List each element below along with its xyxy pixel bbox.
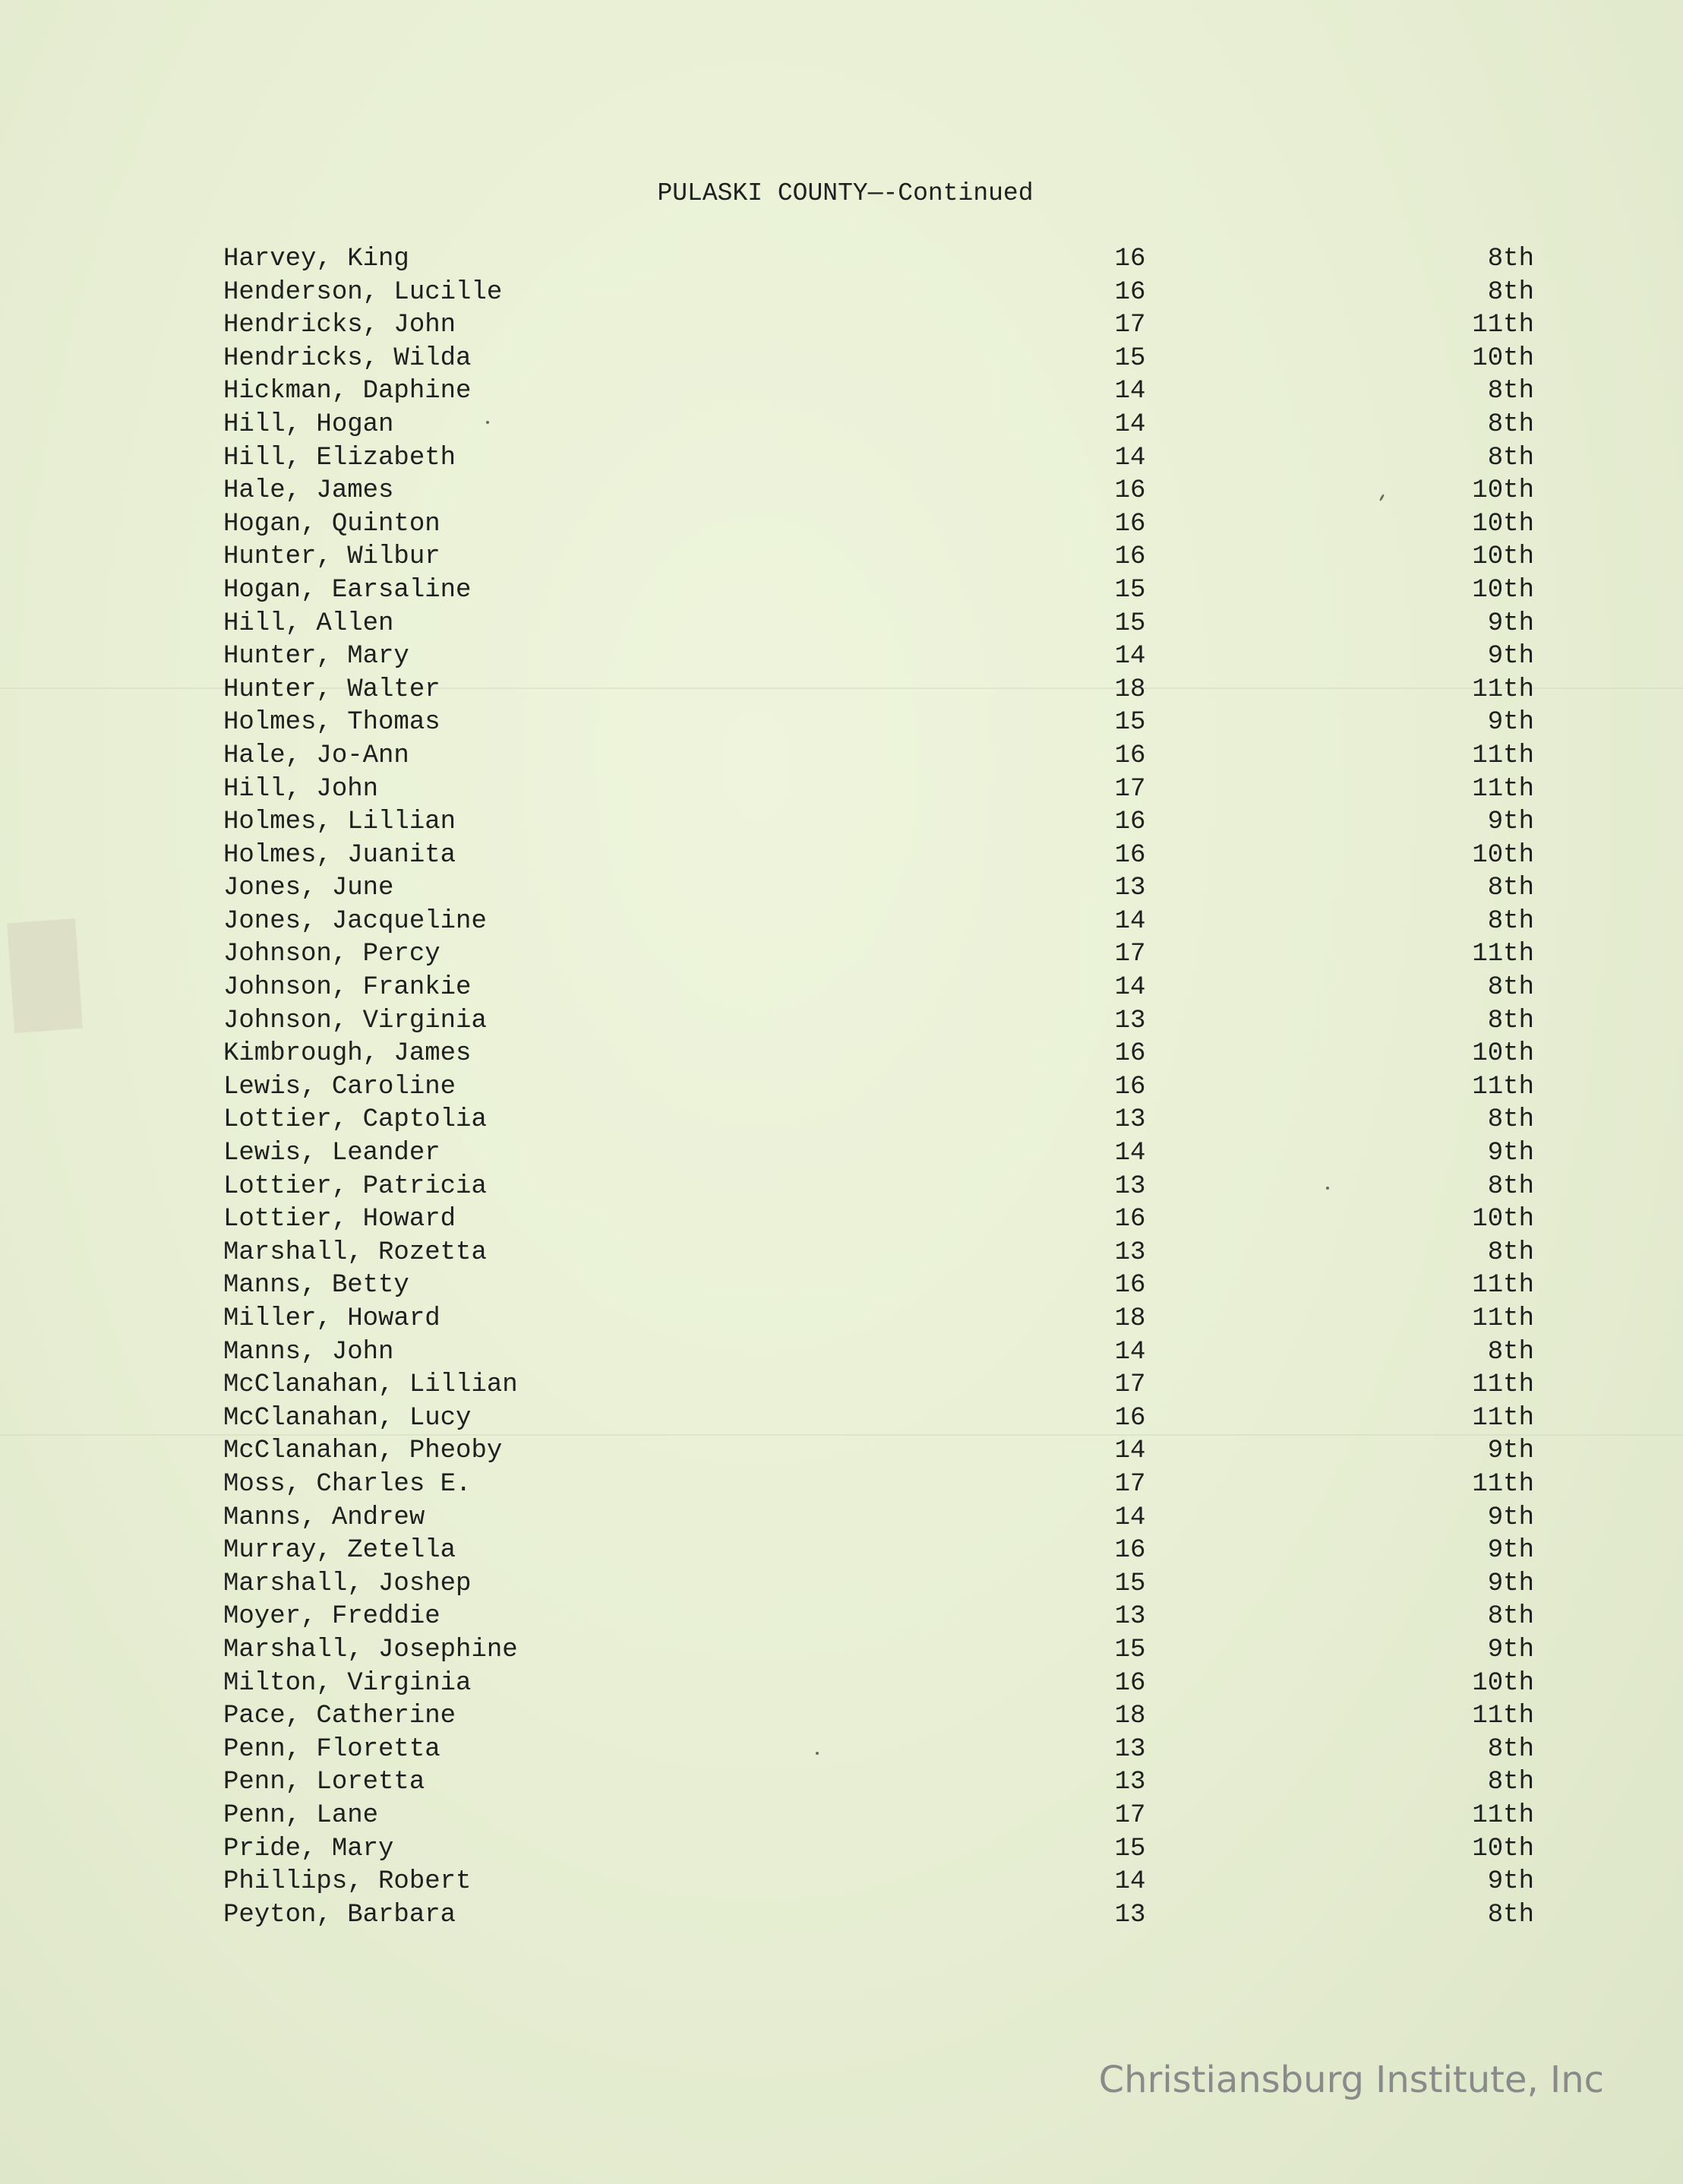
table-row — [220, 1203, 1534, 1237]
table-row — [220, 1171, 1534, 1204]
student-name: Hendricks, Wilda — [223, 343, 472, 373]
student-name: Phillips, Robert — [223, 1867, 472, 1897]
table-row — [220, 972, 1534, 1005]
table-row — [220, 1071, 1534, 1105]
table-row — [220, 1502, 1534, 1535]
student-age: 13 — [1114, 874, 1146, 903]
student-age: 16 — [1114, 509, 1146, 539]
student-age: 13 — [1114, 1105, 1146, 1135]
student-age: 15 — [1114, 1635, 1146, 1664]
student-grade: 10th — [1472, 542, 1534, 572]
student-age: 13 — [1114, 1900, 1146, 1930]
student-name: McClanahan, Pheoby — [223, 1437, 503, 1466]
student-grade: 11th — [1472, 940, 1534, 969]
student-grade: 10th — [1472, 1205, 1534, 1234]
student-name: Peyton, Barbara — [223, 1900, 456, 1930]
paper-speck — [816, 1752, 819, 1755]
table-row — [220, 574, 1534, 608]
student-age: 16 — [1114, 476, 1146, 506]
table-row — [220, 442, 1534, 476]
student-name: Marshall, Josephine — [223, 1635, 518, 1664]
student-grade: 10th — [1472, 1834, 1534, 1863]
student-age: 15 — [1114, 708, 1146, 738]
paper-speck — [1326, 1187, 1329, 1190]
student-grade: 11th — [1472, 675, 1534, 704]
student-name: Moyer, Freddie — [223, 1602, 440, 1632]
student-age: 17 — [1114, 311, 1146, 340]
student-name: Hunter, Wilbur — [223, 542, 440, 572]
table-row — [220, 674, 1534, 707]
student-name: McClanahan, Lillian — [223, 1370, 518, 1400]
student-name: Moss, Charles E. — [223, 1469, 472, 1499]
student-age: 14 — [1114, 1503, 1146, 1532]
table-row — [220, 1104, 1534, 1137]
paper-speck — [486, 421, 489, 424]
student-age: 15 — [1114, 1569, 1146, 1598]
student-name: Penn, Lane — [223, 1800, 379, 1830]
student-age: 14 — [1114, 1139, 1146, 1168]
student-name: Holmes, Lillian — [223, 808, 456, 837]
student-age: 16 — [1114, 245, 1146, 273]
student-grade: 10th — [1472, 1668, 1534, 1698]
student-age: 14 — [1114, 1337, 1146, 1367]
student-grade: 11th — [1472, 1702, 1534, 1731]
table-row — [220, 277, 1534, 310]
student-age: 17 — [1114, 774, 1146, 804]
student-name: Hale, Jo-Ann — [223, 741, 409, 770]
table-row — [220, 706, 1534, 740]
table-row — [220, 938, 1534, 972]
table-row — [220, 1766, 1534, 1800]
student-age: 18 — [1114, 1304, 1146, 1333]
table-row — [220, 1800, 1534, 1833]
student-grade: 9th — [1487, 1569, 1534, 1598]
table-row — [220, 409, 1534, 442]
table-row — [220, 1734, 1534, 1767]
student-grade: 8th — [1487, 1734, 1534, 1764]
student-age: 16 — [1114, 1668, 1146, 1698]
student-age: 16 — [1114, 808, 1146, 837]
student-name: Hill, Elizabeth — [223, 443, 456, 473]
page-title: PULASKI COUNTY—-Continued — [657, 179, 1034, 207]
student-name: Lottier, Howard — [223, 1205, 456, 1234]
student-age: 14 — [1114, 642, 1146, 672]
student-name: Holmes, Thomas — [223, 708, 440, 738]
table-row — [220, 1700, 1534, 1734]
student-age: 15 — [1114, 575, 1146, 605]
student-grade: 8th — [1487, 1006, 1534, 1035]
table-row — [220, 1468, 1534, 1502]
student-grade: 8th — [1487, 443, 1534, 473]
student-name: Penn, Loretta — [223, 1768, 425, 1797]
student-age: 15 — [1114, 1834, 1146, 1863]
student-name: Holmes, Juanita — [223, 840, 456, 870]
student-name: Kimbrough, James — [223, 1039, 472, 1069]
student-name: Hill, Hogan — [223, 409, 394, 439]
student-grade: 9th — [1487, 1139, 1534, 1168]
student-age: 16 — [1114, 1205, 1146, 1234]
watermark: Christiansburg Institute, Inc — [1098, 2059, 1604, 2101]
student-name: Pace, Catherine — [223, 1702, 456, 1731]
student-age: 15 — [1114, 608, 1146, 638]
student-roster — [220, 243, 1534, 1932]
student-grade: 8th — [1487, 245, 1534, 273]
student-grade: 11th — [1472, 1271, 1534, 1301]
student-age: 14 — [1114, 1867, 1146, 1897]
student-name: Jones, Jacqueline — [223, 906, 487, 936]
student-name: Lewis, Caroline — [223, 1072, 456, 1101]
student-age: 17 — [1114, 1800, 1146, 1830]
table-row — [220, 640, 1534, 674]
table-row — [220, 906, 1534, 939]
table-row — [220, 608, 1534, 641]
table-row — [220, 1237, 1534, 1270]
student-grade: 9th — [1487, 708, 1534, 738]
student-age: 13 — [1114, 1237, 1146, 1267]
student-name: Manns, Betty — [223, 1271, 409, 1301]
student-grade: 11th — [1472, 1304, 1534, 1333]
student-age: 15 — [1114, 343, 1146, 373]
table-row — [220, 475, 1534, 508]
student-name: Marshall, Joshep — [223, 1569, 472, 1598]
student-grade: 8th — [1487, 1105, 1534, 1135]
student-grade: 9th — [1487, 1437, 1534, 1466]
student-age: 16 — [1114, 1403, 1146, 1433]
student-grade: 9th — [1487, 608, 1534, 638]
student-grade: 8th — [1487, 874, 1534, 903]
table-row — [220, 1866, 1534, 1899]
table-row — [220, 1899, 1534, 1933]
table-row — [220, 1303, 1534, 1336]
table-row — [220, 1269, 1534, 1303]
student-age: 17 — [1114, 1370, 1146, 1400]
student-grade: 10th — [1472, 1039, 1534, 1069]
table-row — [220, 1038, 1534, 1071]
student-grade: 8th — [1487, 1171, 1534, 1201]
student-age: 16 — [1114, 840, 1146, 870]
student-grade: 10th — [1472, 343, 1534, 373]
student-grade: 9th — [1487, 1635, 1534, 1664]
student-age: 14 — [1114, 973, 1146, 1003]
student-age: 16 — [1114, 1039, 1146, 1069]
student-grade: 8th — [1487, 1237, 1534, 1267]
table-row — [220, 1568, 1534, 1601]
table-row — [220, 1667, 1534, 1701]
student-name: Miller, Howard — [223, 1304, 440, 1333]
student-grade: 9th — [1487, 1503, 1534, 1532]
student-grade: 11th — [1472, 774, 1534, 804]
student-grade: 10th — [1472, 575, 1534, 605]
student-age: 13 — [1114, 1171, 1146, 1201]
table-row — [220, 839, 1534, 873]
student-grade: 11th — [1472, 1469, 1534, 1499]
student-name: Manns, John — [223, 1337, 394, 1367]
student-grade: 11th — [1472, 311, 1534, 340]
student-grade: 9th — [1487, 1536, 1534, 1566]
table-row — [220, 1402, 1534, 1436]
table-row — [220, 343, 1534, 376]
student-age: 16 — [1114, 1271, 1146, 1301]
student-name: Marshall, Rozetta — [223, 1237, 487, 1267]
table-row — [220, 1435, 1534, 1468]
student-name: Lottier, Captolia — [223, 1105, 487, 1135]
student-name: Johnson, Percy — [223, 940, 440, 969]
student-name: Harvey, King — [223, 245, 409, 273]
student-name: Hickman, Daphine — [223, 377, 472, 406]
student-grade: 11th — [1472, 1370, 1534, 1400]
student-grade: 8th — [1487, 1900, 1534, 1930]
table-row — [220, 541, 1534, 574]
table-row — [220, 1833, 1534, 1866]
student-grade: 10th — [1472, 476, 1534, 506]
table-row — [220, 1601, 1534, 1634]
student-age: 17 — [1114, 940, 1146, 969]
student-grade: 8th — [1487, 277, 1534, 307]
table-row — [220, 375, 1534, 409]
student-grade: 11th — [1472, 741, 1534, 770]
student-name: Henderson, Lucille — [223, 277, 503, 307]
student-name: Milton, Virginia — [223, 1668, 472, 1698]
student-grade: 11th — [1472, 1072, 1534, 1101]
student-age: 14 — [1114, 1437, 1146, 1466]
student-age: 13 — [1114, 1734, 1146, 1764]
student-name: Pride, Mary — [223, 1834, 394, 1863]
tape-residue — [7, 918, 83, 1033]
student-grade: 8th — [1487, 377, 1534, 406]
table-row — [220, 773, 1534, 807]
student-age: 18 — [1114, 1702, 1146, 1731]
student-name: Hogan, Earsaline — [223, 575, 472, 605]
table-row — [220, 740, 1534, 773]
student-grade: 8th — [1487, 906, 1534, 936]
student-age: 16 — [1114, 1072, 1146, 1101]
student-grade: 11th — [1472, 1800, 1534, 1830]
student-name: Hale, James — [223, 476, 394, 506]
student-age: 14 — [1114, 443, 1146, 473]
table-row — [220, 309, 1534, 343]
table-row — [220, 1534, 1534, 1568]
table-row — [220, 872, 1534, 906]
student-grade: 9th — [1487, 642, 1534, 672]
student-age: 14 — [1114, 377, 1146, 406]
table-row — [220, 1634, 1534, 1667]
student-age: 18 — [1114, 675, 1146, 704]
student-name: Hunter, Walter — [223, 675, 440, 704]
student-grade: 8th — [1487, 1768, 1534, 1797]
student-name: Johnson, Virginia — [223, 1006, 487, 1035]
student-name: Hendricks, John — [223, 311, 456, 340]
student-grade: 9th — [1487, 1867, 1534, 1897]
table-row — [220, 1369, 1534, 1402]
table-row — [220, 1005, 1534, 1038]
student-age: 13 — [1114, 1006, 1146, 1035]
student-name: McClanahan, Lucy — [223, 1403, 472, 1433]
student-age: 17 — [1114, 1469, 1146, 1499]
student-grade: 10th — [1472, 509, 1534, 539]
table-row — [220, 1336, 1534, 1370]
student-age: 16 — [1114, 542, 1146, 572]
student-grade: 11th — [1472, 1403, 1534, 1433]
paper-speck — [1379, 494, 1385, 501]
student-name: Hill, Allen — [223, 608, 394, 638]
student-name: Hogan, Quinton — [223, 509, 440, 539]
student-name: Penn, Floretta — [223, 1734, 440, 1764]
student-name: Hill, John — [223, 774, 379, 804]
student-grade: 8th — [1487, 1337, 1534, 1367]
student-name: Johnson, Frankie — [223, 973, 472, 1003]
student-grade: 8th — [1487, 973, 1534, 1003]
student-grade: 8th — [1487, 1602, 1534, 1632]
student-name: Lewis, Leander — [223, 1139, 440, 1168]
student-grade: 10th — [1472, 840, 1534, 870]
student-age: 14 — [1114, 906, 1146, 936]
table-row — [220, 508, 1534, 542]
student-grade: 9th — [1487, 808, 1534, 837]
student-name: Manns, Andrew — [223, 1503, 425, 1532]
student-name: Lottier, Patricia — [223, 1171, 487, 1201]
student-age: 16 — [1114, 1536, 1146, 1566]
student-name: Jones, June — [223, 874, 394, 903]
student-age: 16 — [1114, 277, 1146, 307]
student-age: 14 — [1114, 409, 1146, 439]
student-age: 13 — [1114, 1768, 1146, 1797]
student-name: Hunter, Mary — [223, 642, 409, 672]
student-name: Murray, Zetella — [223, 1536, 456, 1566]
table-row — [220, 1137, 1534, 1171]
table-row — [220, 806, 1534, 839]
student-grade: 8th — [1487, 409, 1534, 439]
table-row — [220, 243, 1534, 277]
student-age: 13 — [1114, 1602, 1146, 1632]
student-age: 16 — [1114, 741, 1146, 770]
